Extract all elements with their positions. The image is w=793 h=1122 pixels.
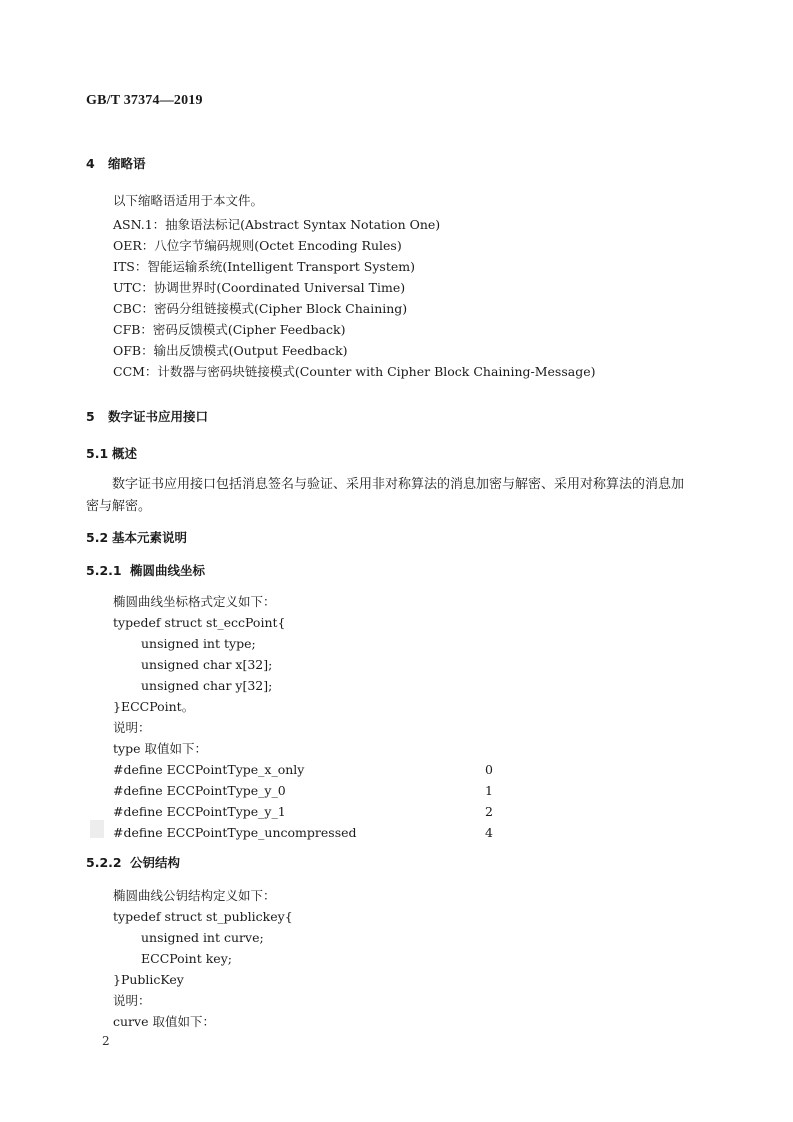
define-row [113, 759, 513, 780]
section-title: 基本元素说明 [112, 530, 188, 545]
section-title: 公钥结构 [130, 855, 181, 870]
define-value: 0 [485, 762, 493, 777]
code-line: unsigned char y[32]; [141, 678, 273, 693]
overview-paragraph: 数字证书应用接口包括消息签名与验证、采用非对称算法的消息加密与解密、采用对称算法的消息加密与解密。 [86, 477, 685, 514]
define-row [113, 780, 513, 801]
page-number: 2 [102, 1034, 110, 1048]
section-5-heading [86, 407, 208, 425]
define-row [113, 801, 513, 822]
abbreviation-item: OER：八位字节编码规则(Octet Encoding Rules) [113, 238, 402, 253]
code-line: typedef struct st_eccPoint{ [113, 615, 286, 630]
abbreviation-item: OFB：输出反馈模式(Output Feedback) [113, 343, 348, 358]
define-name: #define ECCPointType_y_0 [113, 783, 286, 798]
define-name: #define ECCPointType_y_1 [113, 804, 286, 819]
ecc-point-intro: 椭圆曲线坐标格式定义如下： [113, 594, 276, 609]
code-line: typedef struct st_publickey{ [113, 909, 293, 924]
section-number: 5.2.1 [86, 563, 122, 578]
define-name: #define ECCPointType_uncompressed [113, 825, 357, 840]
code-line: ECCPoint key; [141, 951, 232, 966]
abbreviation-item: CBC：密码分组链接模式(Cipher Block Chaining) [113, 301, 408, 316]
code-line: unsigned char x[32]; [141, 657, 273, 672]
section-5-2-1-heading [86, 561, 205, 579]
define-row [113, 822, 513, 843]
document-id: GB/T 37374—2019 [86, 93, 203, 108]
section-number: 5 [86, 409, 95, 424]
section-title: 概述 [112, 446, 138, 461]
abbreviation-item: CCM：计数器与密码块链接模式(Counter with Cipher Block Chaining-Message) [113, 364, 596, 379]
abbreviation-item: ITS：智能运输系统(Intelligent Transport System) [113, 259, 415, 274]
note-label: 说明： [113, 993, 151, 1008]
scan-smudge [90, 820, 104, 838]
code-line: }ECCPoint。 [113, 699, 195, 714]
define-value: 1 [485, 783, 493, 798]
abbreviation-item: CFB：密码反馈模式(Cipher Feedback) [113, 322, 346, 337]
section-number: 5.1 [86, 446, 109, 461]
type-values-intro: type 取值如下： [113, 741, 207, 756]
code-line: }PublicKey [113, 972, 184, 987]
section-number: 4 [86, 156, 95, 171]
define-name: #define ECCPointType_x_only [113, 762, 305, 777]
note-label: 说明： [113, 720, 151, 735]
section-title: 椭圆曲线坐标 [130, 563, 206, 578]
public-key-intro: 椭圆曲线公钥结构定义如下： [113, 888, 276, 903]
section-5-2-heading [86, 528, 187, 546]
section-number: 5.2 [86, 530, 109, 545]
section-4-intro: 以下缩略语适用于本文件。 [113, 193, 264, 208]
curve-values-intro: curve 取值如下： [113, 1014, 215, 1029]
abbreviation-item: ASN.1：抽象语法标记(Abstract Syntax Notation One) [113, 217, 441, 232]
section-5-1-heading [86, 444, 137, 462]
section-title: 缩略语 [108, 156, 146, 171]
code-line: unsigned int type; [141, 636, 256, 651]
section-5-2-2-heading [86, 853, 180, 871]
abbreviation-item: UTC：协调世界时(Coordinated Universal Time) [113, 280, 406, 295]
section-title: 数字证书应用接口 [108, 409, 209, 424]
section-4-heading [86, 154, 146, 172]
define-value: 4 [485, 825, 493, 840]
section-number: 5.2.2 [86, 855, 122, 870]
code-line: unsigned int curve; [141, 930, 264, 945]
define-value: 2 [485, 804, 493, 819]
